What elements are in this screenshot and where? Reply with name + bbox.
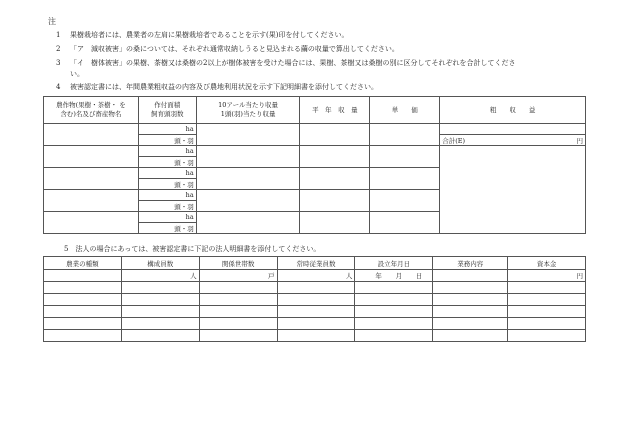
note-4: 4 被害認定書には、年間農業粗収益の内容及び農地利用状況を示す下記明細書を添付してください。 — [56, 83, 378, 91]
employees-cell[interactable]: 人 — [277, 270, 355, 282]
members-cell[interactable]: 人 — [121, 270, 199, 282]
gross-total-cell[interactable]: 合計(E) 円 — [440, 135, 586, 146]
note-1: 1 果樹栽培者には、農業者の左肩に果樹栽培者であることを示す(果)印を付してください。 — [56, 31, 349, 39]
cell[interactable] — [433, 294, 508, 306]
yield-cell[interactable] — [196, 146, 300, 168]
cell[interactable] — [508, 330, 586, 342]
corp-header-row — [44, 257, 586, 270]
price-cell[interactable] — [370, 168, 440, 190]
cell[interactable] — [277, 306, 355, 318]
established-cell[interactable]: 年 月 日 — [355, 270, 433, 282]
table-row — [44, 330, 586, 342]
gross-cell[interactable] — [440, 124, 586, 135]
header-business: 業務内容 — [433, 257, 508, 270]
cell[interactable] — [433, 306, 508, 318]
cell[interactable] — [433, 318, 508, 330]
crop-name-cell[interactable] — [44, 124, 139, 146]
crop-name-cell[interactable] — [44, 212, 139, 234]
unit-head[interactable]: 頭・羽 — [138, 179, 196, 190]
cell[interactable] — [44, 318, 122, 330]
price-cell[interactable] — [370, 146, 440, 168]
unit-ha[interactable]: ha — [138, 168, 196, 179]
unit-ha[interactable]: ha — [138, 146, 196, 157]
cell[interactable] — [44, 282, 122, 294]
cell[interactable] — [355, 282, 433, 294]
price-cell[interactable] — [370, 190, 440, 212]
section-5-title: 5 法人の場合にあっては、被害認定書に下記の法人明細書を添付してください。 — [64, 245, 321, 253]
annual-cell[interactable] — [300, 190, 370, 212]
cell[interactable] — [277, 294, 355, 306]
cell[interactable] — [508, 282, 586, 294]
cell[interactable] — [355, 330, 433, 342]
cell[interactable] — [433, 282, 508, 294]
unit-ha[interactable]: ha — [138, 212, 196, 223]
yield-cell[interactable] — [196, 212, 300, 234]
unit-head[interactable]: 頭・羽 — [138, 223, 196, 234]
cell[interactable] — [199, 318, 277, 330]
corporation-table — [43, 256, 586, 342]
header-yield-per-unit: 10アール当たり収量 1頭(羽)当たり収量 — [196, 97, 300, 124]
business-cell[interactable] — [433, 270, 508, 282]
cell[interactable] — [355, 306, 433, 318]
cell[interactable] — [355, 318, 433, 330]
households-cell[interactable]: 戸 — [199, 270, 277, 282]
table-row — [44, 282, 586, 294]
header-established: 設立年月日 — [355, 257, 433, 270]
header-annual-yield: 平 年 収 量 — [300, 97, 370, 124]
gross-income-table — [43, 96, 586, 234]
header-households: 関係世帯数 — [199, 257, 277, 270]
income-header-row — [44, 97, 586, 124]
cell[interactable] — [433, 330, 508, 342]
cell[interactable] — [508, 306, 586, 318]
table-row — [44, 146, 586, 157]
cell[interactable] — [121, 330, 199, 342]
crop-name-cell[interactable] — [44, 190, 139, 212]
annual-cell[interactable] — [300, 124, 370, 146]
yield-cell[interactable] — [196, 124, 300, 146]
cell[interactable] — [508, 294, 586, 306]
table-row — [44, 306, 586, 318]
cell[interactable] — [121, 306, 199, 318]
unit-head[interactable]: 頭・羽 — [138, 135, 196, 146]
header-farm-type: 農業の種類 — [44, 257, 122, 270]
note-3: 3 「イ 樹体被害」の果樹、茶樹又は桑樹の2以上が樹体被害を受けた場合には、果樹、茶樹又は桑樹の別に区分してそれぞれを合計してくださ — [56, 59, 516, 67]
cell[interactable] — [277, 282, 355, 294]
cell[interactable] — [44, 294, 122, 306]
note-2: 2 「ア 減収被害」の桑については、それぞれ通常収納しうると見込まれる繭の収量で算出してください。 — [56, 45, 399, 53]
cell[interactable] — [508, 318, 586, 330]
cell[interactable] — [355, 294, 433, 306]
unit-ha[interactable]: ha — [138, 190, 196, 201]
farm-type-cell[interactable] — [44, 270, 122, 282]
cell[interactable] — [199, 294, 277, 306]
annual-cell[interactable] — [300, 146, 370, 168]
cell[interactable] — [121, 294, 199, 306]
yield-cell[interactable] — [196, 190, 300, 212]
crop-name-cell[interactable] — [44, 146, 139, 168]
annual-cell[interactable] — [300, 168, 370, 190]
cell[interactable] — [199, 306, 277, 318]
price-cell[interactable] — [370, 212, 440, 234]
note-3-cont: い。 — [70, 70, 84, 78]
yield-cell[interactable] — [196, 168, 300, 190]
header-gross-income: 粗 収 益 — [440, 97, 586, 124]
unit-ha[interactable]: ha — [138, 124, 196, 135]
table-row — [44, 124, 586, 135]
cell[interactable] — [121, 282, 199, 294]
crop-name-cell[interactable] — [44, 168, 139, 190]
annual-cell[interactable] — [300, 212, 370, 234]
cell[interactable] — [199, 330, 277, 342]
table-row — [44, 270, 586, 282]
cell[interactable] — [121, 318, 199, 330]
header-employees: 常時従業員数 — [277, 257, 355, 270]
cell[interactable] — [277, 318, 355, 330]
capital-cell[interactable]: 円 — [508, 270, 586, 282]
header-crop-name: 農作物(果樹・茶樹・ を 含む)名及び畜産物名 — [44, 97, 139, 124]
cell[interactable] — [277, 330, 355, 342]
unit-head[interactable]: 頭・羽 — [138, 157, 196, 168]
cell[interactable] — [44, 306, 122, 318]
unit-head[interactable]: 頭・羽 — [138, 201, 196, 212]
cell[interactable] — [199, 282, 277, 294]
gross-blank-cell[interactable] — [440, 146, 586, 234]
header-capital: 資本金 — [508, 257, 586, 270]
header-unit-price: 単 価 — [370, 97, 440, 124]
notes-heading: 注 — [48, 17, 56, 26]
cell[interactable] — [44, 330, 122, 342]
table-row — [44, 294, 586, 306]
table-row — [44, 318, 586, 330]
header-planted-area: 作付面積 飼育頭羽数 — [138, 97, 196, 124]
price-cell[interactable] — [370, 124, 440, 146]
header-members: 構成員数 — [121, 257, 199, 270]
